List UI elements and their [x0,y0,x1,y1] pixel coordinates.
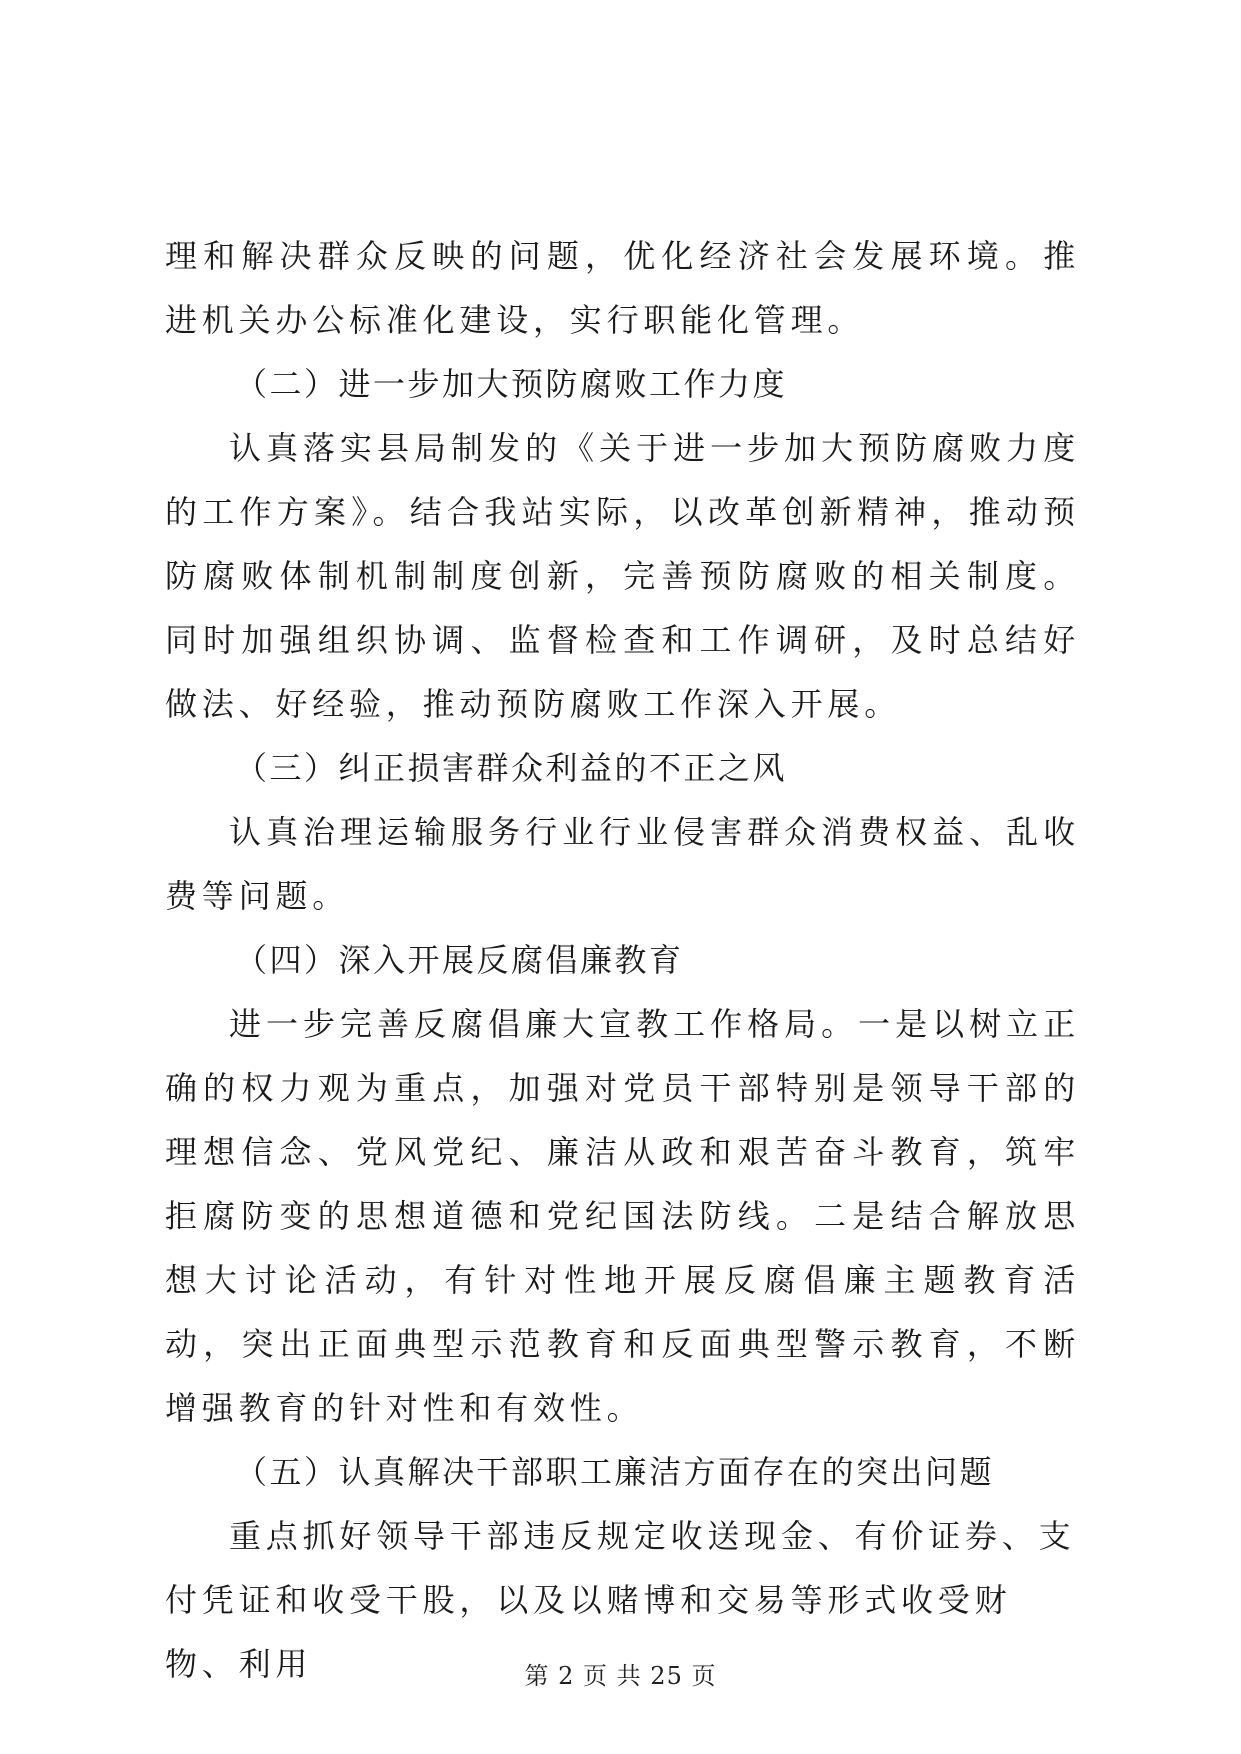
paragraph: 认真治理运输服务行业行业侵害群众消费权益、乱收费等问题。 [165,813,1080,915]
section-heading-4: （四）深入开展反腐倡廉教育 [235,941,684,979]
paragraph-continuation: 理和解决群众反映的问题，优化经济社会发展环境。推进机关办公标准化建设，实行职能化管理。 [165,237,1080,339]
section-heading-5: （五）认真解决干部职工廉洁方面存在的突出问题 [235,1453,995,1491]
paragraph: 认真落实县局制发的《关于进一步加大预防腐败力度的工作方案》。结合我站实际，以改革创新精神，推动预防腐败体制机制制度创新，完善预防腐败的相关制度。同时加强组织协调、监督检查和工作调研，及时总结好做法、好经验，推动预防腐败工作深入开展。 [165,429,1080,723]
page-number-footer: 第 2 页 共 25 页 [524,1662,717,1690]
section-heading-3: （三）纠正损害群众利益的不正之风 [235,749,788,787]
section-heading-2: （二）进一步加大预防腐败工作力度 [235,365,788,403]
paragraph: 重点抓好领导干部违反规定收送现金、有价证券、支付凭证和收受干股，以及以赌博和交易等形式收受财物、利用 [165,1517,1076,1683]
document-body [165,224,1080,1696]
paragraph: 进一步完善反腐倡廉大宣教工作格局。一是以树立正确的权力观为重点，加强对党员干部特别是领导干部的理想信念、党风党纪、廉洁从政和艰苦奋斗教育，筑牢拒腐防变的思想道德和党纪国法防线。二是结合解放思想大讨论活动，有针对性地开展反腐倡廉主题教育活动，突出正面典型示范教育和反面典型警示教育，不断增强教育的针对性和有效性。 [165,1005,1080,1427]
